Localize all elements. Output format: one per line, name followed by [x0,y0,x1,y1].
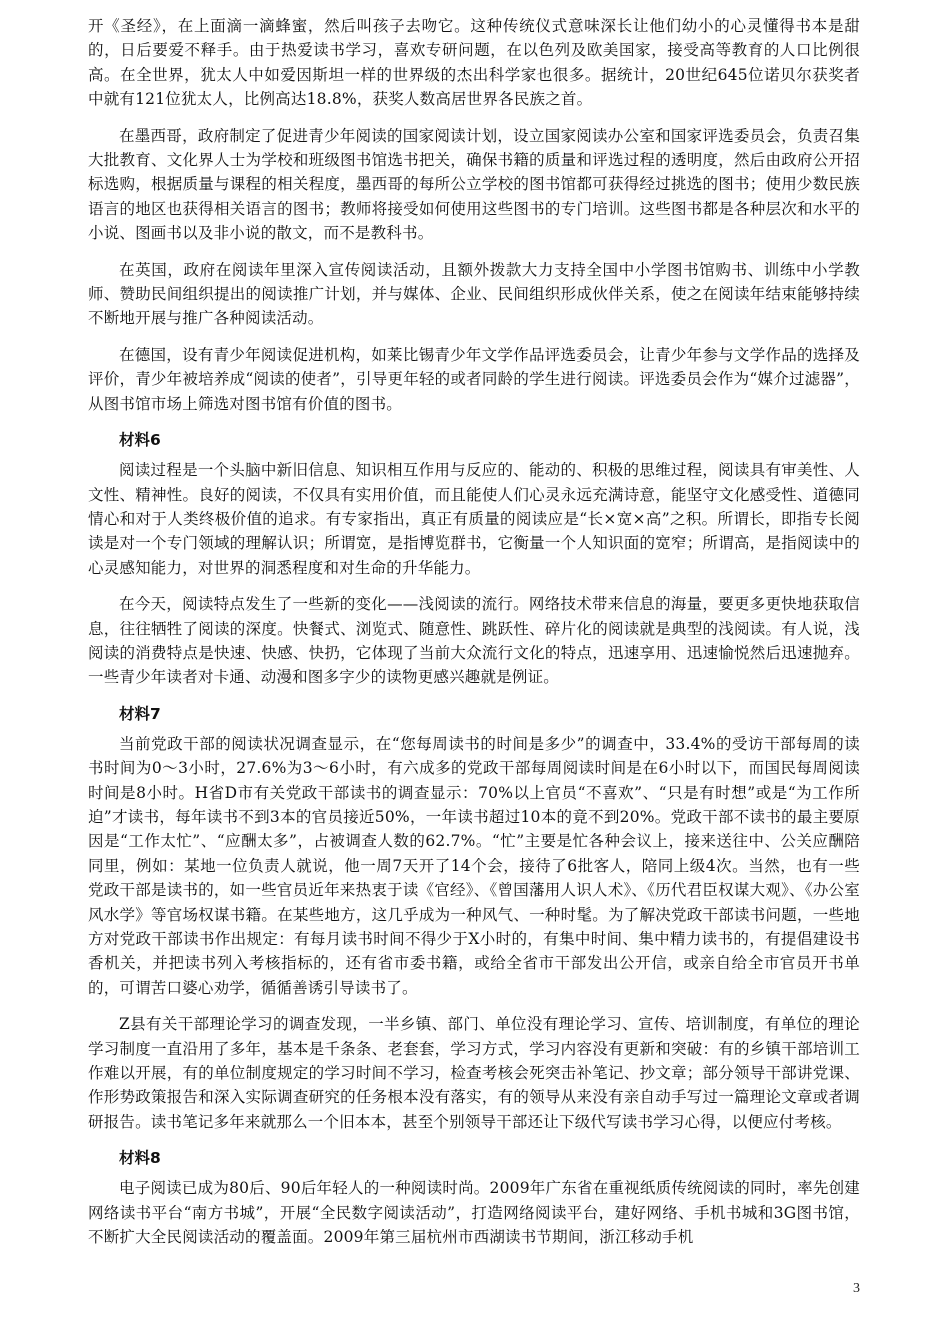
document-page [88,14,860,1261]
paragraph-shallow-reading: 在今天，阅读特点发生了一些新的变化——浅阅读的流行。网络技术带来信息的海量，要更多更快地获取信息，往往牺牲了阅读的深度。快餐式、浏览式、随意性、跳跃性、碎片化的阅读就是典型的浅阅读。有人说，浅阅读的消费特点是快速、快感、快扔，它体现了当前大众流行文化的特点，迅速享用、迅速愉悦然后迅速抛弃。一些青少年读者对卡通、动漫和图多字少的读物更感兴趣就是例证。 [88,595,860,687]
paragraph-mexico: 在墨西哥，政府制定了促进青少年阅读的国家阅读计划，设立国家阅读办公室和国家评选委员会，负责召集大批教育、文化界人士为学校和班级图书馆选书把关，确保书籍的质量和评选过程的透明度，然后由政府公开招标选购，根据质量与课程的相关程度，墨西哥的每所公立学校的图书馆都可获得经过挑选的图书；使用少数民族语言的地区也获得相关语言的图书；教师将接受如何使用这些图书的专门培训。这些图书都是各种层次和水平的小说、图画书以及非小说的散文，而不是教科书。 [88,126,860,243]
paragraph-digital-reading: 电子阅读已成为80后、90后年轻人的一种阅读时尚。2009年广东省在重视纸质传统阅读的同时，率先创建网络读书平台“南方书城”，开展“全民数字阅读活动”，打造网络阅读平台，建好网络、手机书城和3G图书馆，不断扩大全民阅读活动的覆盖面。2009年第三届杭州市西湖读书节期间，浙江移动手机 [88,1179,860,1247]
paragraph-germany: 在德国，设有青少年阅读促进机构，如莱比锡青少年文学作品评选委员会，让青少年参与文学作品的选择及评价，青少年被培养成“阅读的使者”，引导更年轻的或者同龄的学生进行阅读。评选委员会作为“媒介过滤器”，从图书馆市场上筛选对图书馆有价值的图书。 [88,345,860,413]
page-number: 3 [853,1281,860,1296]
section-heading-material-7: 材料7 [119,704,161,723]
section-heading-material-6: 材料6 [119,431,161,450]
paragraph-continuation: 开《圣经》，在上面滴一滴蜂蜜，然后叫孩子去吻它。这种传统仪式意味深长让他们幼小的心灵懂得书本是甜的，日后要爱不释手。由于热爱读书学习，喜欢专研问题，在以色列及欧美国家，接受高等教育的人口比例很高。在全世界，犹太人中如爱因斯坦一样的世界级的杰出科学家也很多。据统计，20世纪645位诺贝尔获奖者中就有121位犹太人，比例高达18.8%，获奖人数高居世界各民族之首。 [88,17,860,109]
section-heading-material-8: 材料8 [119,1149,161,1168]
paragraph-uk: 在英国，政府在阅读年里深入宣传阅读活动，且额外拨款大力支持全国中小学图书馆购书、训练中小学教师、赞助民间组织提出的阅读推广计划，并与媒体、企业、民间组织形成伙伴关系，使之在阅读年结束能够持续不断地开展与推广各种阅读活动。 [88,260,860,328]
paragraph-cadre-survey: 当前党政干部的阅读状况调查显示，在“您每周读书的时间是多少”的调查中，33.4%的受访干部每周的读书时间为0～3小时，27.6%为3～6小时，有六成多的党政干部每周阅读时间是在6小时以下，而国民每周阅读时间是8小时。H省D市有关党政干部读书的调查显示：70%以上官员“不喜欢”、“只是有时想”或是“为工作所迫”才读书，每年读书不到3本的官员接近50%，一年读书超过10本的竟不到20%。党政干部不读书的最主要原因是“工作太忙”、“应酬太多”，占被调查人数的62.7%。“忙”主要是忙各种会议上，接来送往中、公关应酬陪同里，例如：某地一位负责人就说，他一周7天开了14个会，接待了6批客人，陪同上级4次。当然，也有一些党政干部是读书的，如一些官员近年来热衷于读《官经》、《曾国藩用人识人术》、《历代君臣权谋大观》、《办公室风水学》等官场权谋书籍。在某些地方，这几乎成为一种风气、一种时髦。为了解决党政干部读书问题，一些地方对党政干部读书作出规定：有每月读书时间不得少于X小时的，有集中时间、集中精力读书的，有提倡建设书香机关，并把读书列入考核指标的，还有省市委书籍，或给全省市干部发出公开信，或亲自给全市官员开书单的，可谓苦口婆心劝学，循循善诱引导读书了。 [88,734,860,997]
paragraph-reading-process: 阅读过程是一个头脑中新旧信息、知识相互作用与反应的、能动的、积极的思维过程，阅读具有审美性、人文性、精神性。良好的阅读，不仅具有实用价值，而且能使人们心灵永远充满诗意，能坚守文化感受性、道德同情心和对于人类终极价值的追求。有专家指出，真正有质量的阅读应是“长×宽×高”之积。所谓长，即指专长阅读是对一个专门领域的理解认识；所谓宽，是指博览群书，它衡量一个人知识面的宽窄；所谓高，是指阅读中的心灵感知能力，对世界的洞悉程度和对生命的升华能力。 [88,461,860,577]
paragraph-county-study: Z县有关干部理论学习的调查发现，一半乡镇、部门、单位没有理论学习、宣传、培训制度，有单位的理论学习制度一直沿用了多年，基本是千条条、老套套，学习方式，学习内容没有更新和突破：有的乡镇干部培训工作难以开展，有的单位制度规定的学习时间不学习，检查考核会死突击补笔记、抄文章；部分领导干部讲党课、作形势政策报告和深入实际调查研究的任务根本没有落实，有的领导从来没有亲自动手写过一篇理论文章或者调研报告。读书笔记多年来就那么一个旧本本，甚至个别领导干部还让下级代写读书学习心得，以便应付考核。 [88,1015,860,1131]
